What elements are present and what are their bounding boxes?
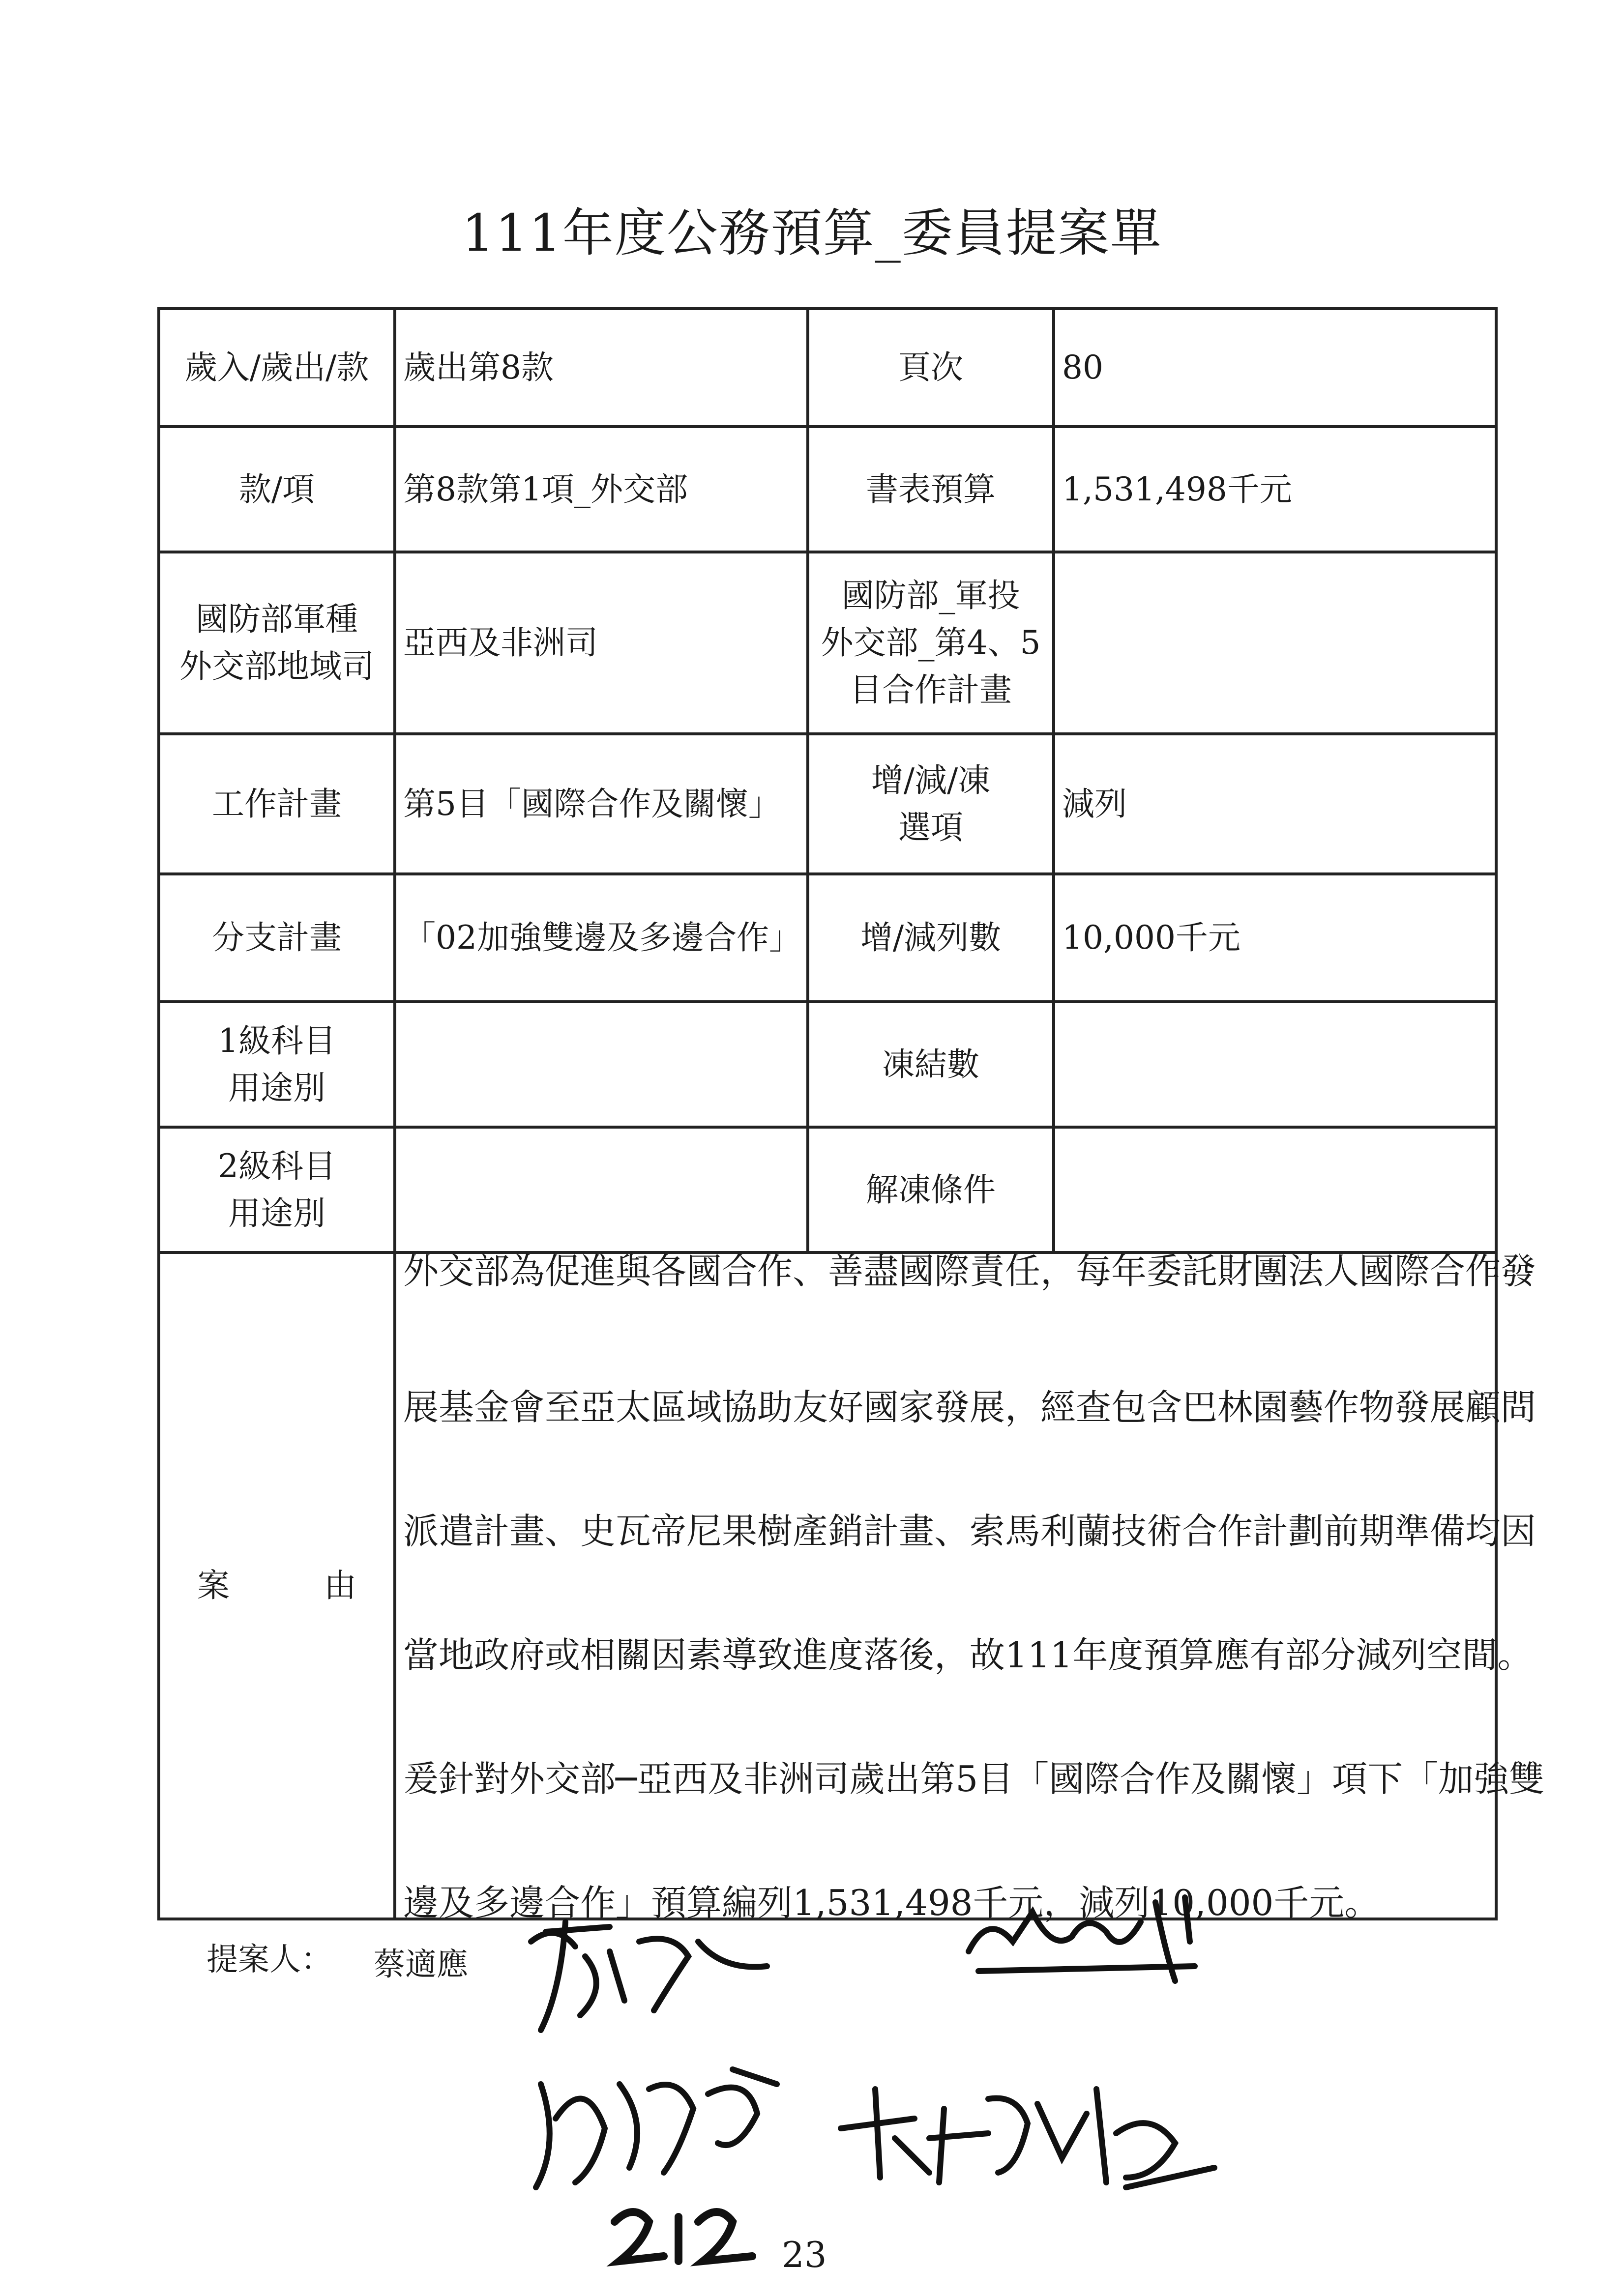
reason-line: 外交部為促進與各國合作、善盡國際責任，每年委託財團法人國際合作發 bbox=[403, 1250, 1536, 1292]
form-title: 111年度公務預算_委員提案單 bbox=[462, 203, 1162, 263]
proposer-name: 蔡適應 bbox=[374, 1947, 468, 1983]
field-value: 10,000千元 bbox=[1054, 874, 1496, 1002]
field-label-line: 增/減/凍 bbox=[871, 761, 991, 799]
proposal-form-table bbox=[157, 307, 1545, 1923]
reason-line: 邊及多邊合作」預算編列1,531,498千元，減列10,000千元。 bbox=[403, 1882, 1380, 1923]
field-label: 工作計畫 bbox=[159, 734, 395, 874]
reason-text bbox=[395, 1250, 1545, 1923]
field-label bbox=[808, 552, 1054, 734]
reason-label-char: 由 bbox=[324, 1567, 356, 1605]
field-label: 歲入/歲出/款 bbox=[159, 309, 395, 427]
field-value: 1,531,498千元 bbox=[1054, 427, 1496, 552]
table-row bbox=[159, 734, 1496, 874]
reason-label bbox=[159, 1252, 395, 1919]
field-label: 頁次 bbox=[808, 309, 1054, 427]
table-row bbox=[159, 1127, 1496, 1252]
field-label bbox=[808, 734, 1054, 874]
field-value bbox=[1054, 1002, 1496, 1127]
field-label-line: 外交部_第4、5 bbox=[821, 624, 1041, 662]
field-label: 凍結數 bbox=[808, 1002, 1054, 1127]
table-row bbox=[159, 1252, 1496, 1919]
signature-2 bbox=[959, 1883, 1234, 1996]
field-label-line: 2級科目 bbox=[218, 1147, 336, 1185]
proposer-label: 提案人： bbox=[207, 1942, 332, 1978]
field-value: 歲出第8款 bbox=[395, 309, 808, 427]
reason-label-char: 案 bbox=[197, 1567, 230, 1605]
field-value: 第8款第1項_外交部 bbox=[395, 427, 808, 552]
field-label-line: 選項 bbox=[898, 808, 963, 846]
reason-line: 爰針對外交部─亞西及非洲司歲出第5目「國際合作及關懷」項下「加強雙 bbox=[403, 1758, 1545, 1800]
table-row bbox=[159, 874, 1496, 1002]
field-label-line: 1級科目 bbox=[218, 1021, 336, 1060]
field-label-line: 用途別 bbox=[228, 1194, 325, 1232]
field-label-line: 國防部_軍投 bbox=[841, 577, 1020, 615]
page-number: 23 bbox=[782, 2234, 827, 2275]
field-value bbox=[395, 1002, 808, 1127]
field-label bbox=[159, 1002, 395, 1127]
field-value bbox=[395, 1127, 808, 1252]
signature-4 bbox=[831, 2069, 1224, 2197]
table-row bbox=[159, 552, 1496, 734]
signature-1 bbox=[511, 1912, 787, 2050]
field-value: 減列 bbox=[1054, 734, 1496, 874]
field-label-line: 國防部軍種 bbox=[196, 600, 358, 639]
reason-line: 展基金會至亞太區域協助友好國家發展，經查包含巴林園藝作物發展顧問 bbox=[403, 1387, 1536, 1428]
reason-line: 當地政府或相關因素導致進度落後，故111年度預算應有部分減列空間。 bbox=[403, 1634, 1533, 1676]
field-value: 亞西及非洲司 bbox=[395, 552, 808, 734]
field-label bbox=[159, 1127, 395, 1252]
field-label-line: 用途別 bbox=[228, 1069, 325, 1107]
table-row bbox=[159, 1002, 1496, 1127]
field-value bbox=[1054, 552, 1496, 734]
field-label-line: 目合作計畫 bbox=[850, 670, 1012, 709]
field-label: 書表預算 bbox=[808, 427, 1054, 552]
field-value: 「02加強雙邊及多邊合作」 bbox=[395, 874, 808, 1002]
field-value: 第5目「國際合作及關懷」 bbox=[395, 734, 808, 874]
field-label: 增/減列數 bbox=[808, 874, 1054, 1002]
field-label: 款/項 bbox=[159, 427, 395, 552]
signature-3 bbox=[521, 2055, 797, 2197]
field-label-line: 外交部地域司 bbox=[179, 647, 374, 685]
field-label: 解凍條件 bbox=[808, 1127, 1054, 1252]
field-label bbox=[159, 552, 395, 734]
field-value bbox=[1054, 1127, 1496, 1252]
reason-line: 派遣計畫、史瓦帝尼果樹產銷計畫、索馬利蘭技術合作計劃前期準備均因 bbox=[403, 1511, 1536, 1552]
table-row bbox=[159, 427, 1496, 552]
handwritten-mark-212 bbox=[605, 2202, 767, 2276]
table-row bbox=[159, 309, 1496, 427]
field-label: 分支計畫 bbox=[159, 874, 395, 1002]
field-value: 80 bbox=[1054, 309, 1496, 427]
